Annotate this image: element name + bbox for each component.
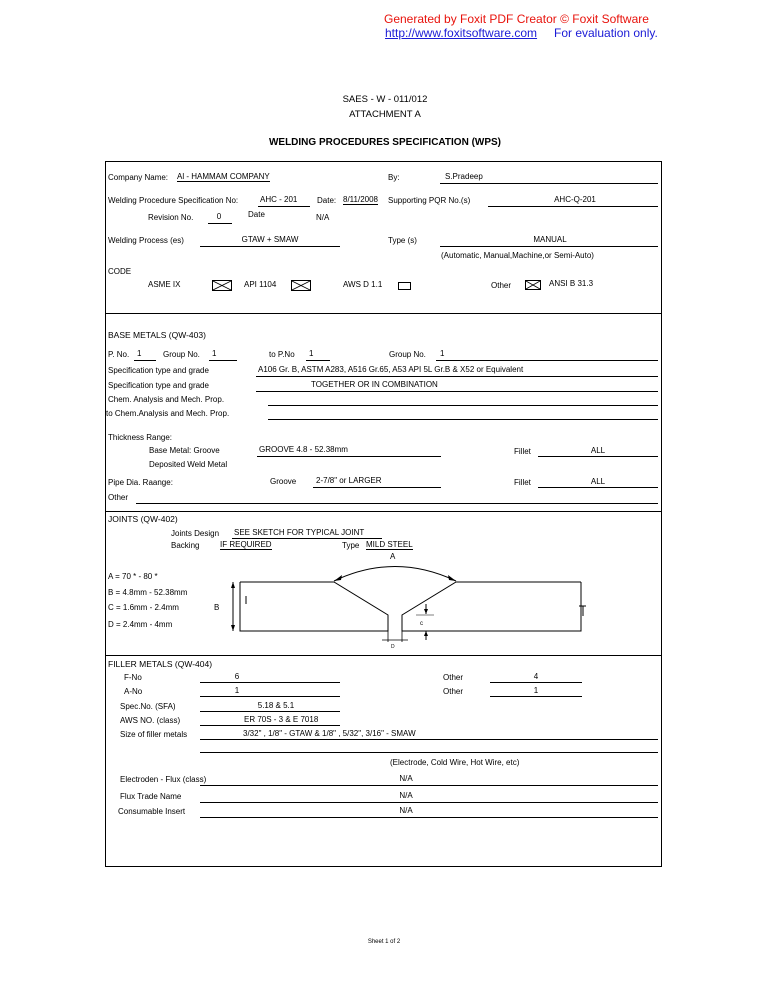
fno-underline: [200, 682, 340, 683]
wps-value: AHC - 201: [260, 195, 298, 204]
process-value: GTAW + SMAW: [241, 235, 299, 244]
joints-title: JOINTS (QW-402): [108, 514, 178, 524]
aws-class-value: ER 70S - 3 & E 7018: [244, 715, 319, 724]
base-metal-underline: [257, 456, 441, 457]
joint-type-label: Type: [342, 541, 360, 550]
spec2-underline: [256, 391, 658, 392]
ano-other-value: 1: [533, 686, 539, 695]
pipe-groove-label: Groove: [270, 477, 297, 486]
electrode-note: (Electrode, Cold Wire, Hot Wire, etc): [390, 758, 520, 767]
revision-value: 0: [216, 212, 222, 221]
fno-other-value: 4: [533, 672, 539, 681]
revision-underline: [208, 223, 232, 224]
asme-label: ASME IX: [148, 280, 181, 289]
to-pno-underline: [306, 360, 330, 361]
watermark-eval: For evaluation only.: [554, 26, 658, 40]
dim-a: A = 70 * - 80 *: [108, 572, 158, 581]
insert-label: Consumable Insert: [118, 807, 186, 816]
insert-value: N/A: [399, 806, 413, 815]
deposited-label: Deposited Weld Metal: [149, 460, 228, 469]
sketch-label-a: A: [390, 552, 396, 561]
thickness-label: Thickness Range:: [108, 433, 173, 442]
spec2-value: TOGETHER OR IN COMBINATION: [311, 380, 438, 389]
divider-filler: [105, 655, 662, 656]
base-metal-label: Base Metal: Groove: [149, 446, 220, 455]
aws-class-underline: [200, 725, 340, 726]
aws-checkbox[interactable]: [398, 282, 411, 290]
sketch-label-c: c: [420, 621, 423, 627]
date-label: Date:: [317, 196, 337, 205]
pqr-underline: [488, 206, 658, 207]
revision-label: Revision No.: [148, 213, 194, 222]
sketch-label-b: B: [214, 603, 220, 612]
company-value: Al - HAMMAM COMPANY: [177, 172, 270, 181]
joint-type-value: MILD STEEL: [366, 540, 413, 549]
by-underline: [440, 183, 658, 184]
backing-value: IF REQUIRED: [220, 540, 272, 549]
divider-base-metals: [105, 313, 662, 314]
flux-trade-underline: [200, 802, 658, 803]
fno-other-underline: [490, 682, 582, 683]
to-pno-label: to P.No: [269, 350, 295, 359]
base-metals-title: BASE METALS (QW-403): [108, 330, 206, 340]
spec2-label: Specification type and grade: [108, 381, 209, 390]
other-base-label: Other: [108, 493, 129, 502]
spec-sfa-value: 5.18 & 5.1: [257, 701, 295, 710]
other-base-underline: [136, 503, 658, 504]
spec1-label: Specification type and grade: [108, 366, 209, 375]
ano-other-label: Other: [443, 687, 464, 696]
by-value: S.Pradeep: [445, 172, 483, 181]
wps-form-frame: [105, 161, 662, 867]
flux-class-underline: [200, 785, 658, 786]
ano-label: A-No: [124, 687, 143, 696]
joint-design-label: Joints Design: [171, 529, 220, 538]
pipe-fillet-underline: [538, 487, 658, 488]
checked-x-icon: [213, 281, 233, 292]
base-metal-value: GROOVE 4.8 - 52.38mm: [259, 445, 348, 454]
watermark-url[interactable]: http://www.foxitsoftware.com: [385, 26, 538, 40]
dim-b: B = 4.8mm - 52.38mm: [108, 588, 188, 597]
page-title: WELDING PROCEDURES SPECIFICATION (WPS): [268, 137, 502, 148]
filler-size-value: 3/32" , 1/8" - GTAW & 1/8" , 5/32", 3/16" - SMAW: [243, 729, 416, 738]
pno-value: 1: [137, 349, 142, 358]
aws-label: AWS D 1.1: [343, 280, 383, 289]
pipe-fillet-value: ALL: [590, 477, 606, 486]
spec1-underline: [256, 376, 658, 377]
pno-underline: [134, 360, 156, 361]
pipe-label: Pipe Dia. Raange:: [108, 478, 173, 487]
chem2-underline: [268, 419, 658, 420]
sketch-label-d: D: [391, 644, 395, 650]
insert-underline: [200, 817, 658, 818]
other-code-value: ANSI B 31.3: [549, 279, 594, 288]
spec1-value: A106 Gr. B, ASTM A283, A516 Gr.65, A53 API 5L Gr.B & X52 or Equivalent: [258, 365, 524, 374]
chem2-label: to Chem.Analysis and Mech. Prop.: [106, 409, 230, 418]
attachment-label: ATTACHMENT A: [349, 109, 421, 120]
flux-trade-value: N/A: [399, 791, 413, 800]
type-label: Type (s): [388, 236, 417, 245]
wps-underline: [258, 206, 310, 207]
filler-extra-underline: [200, 752, 658, 753]
type-value: MANUAL: [533, 235, 567, 244]
to-pno-value: 1: [309, 349, 314, 358]
asme-checkbox[interactable]: [212, 280, 232, 291]
fillet-value: ALL: [590, 446, 606, 455]
pipe-groove-value: 2-7/8" or LARGER: [316, 476, 382, 485]
company-label: Company Name:: [108, 173, 169, 182]
other-code-label: Other: [491, 281, 512, 290]
aws-class-label: AWS NO. (class): [120, 716, 181, 725]
checked-x-icon: [292, 281, 312, 292]
checked-x-icon: [526, 281, 542, 291]
ano-other-underline: [490, 696, 582, 697]
doc-number: SAES - W - 011/012: [342, 94, 428, 105]
watermark-line1: Generated by Foxit PDF Creator © Foxit Software: [384, 12, 649, 26]
filler-size-label: Size of filler metals: [120, 730, 188, 739]
fno-label: F-No: [124, 673, 142, 682]
other-code-checkbox[interactable]: [525, 280, 541, 290]
process-underline: [200, 246, 340, 247]
spec-sfa-underline: [200, 711, 340, 712]
flux-trade-label: Flux Trade Name: [120, 792, 182, 801]
spec-sfa-label: Spec.No. (SFA): [120, 702, 176, 711]
backing-label: Backing: [171, 541, 200, 550]
wps-label: Welding Procedure Specification No:: [108, 196, 239, 205]
group-underline: [209, 360, 237, 361]
chem1-underline: [268, 405, 658, 406]
api-label: API 1104: [244, 280, 277, 289]
fno-other-label: Other: [443, 673, 464, 682]
filler-size-underline: [200, 739, 658, 740]
joint-design-value: SEE SKETCH FOR TYPICAL JOINT: [234, 528, 365, 537]
ano-underline: [200, 696, 340, 697]
api-checkbox[interactable]: [291, 280, 311, 291]
joint-sketch: [226, 548, 596, 656]
date-value: 8/11/2008: [343, 195, 378, 204]
group-value: 1: [212, 349, 217, 358]
pipe-fillet-label: Fillet: [514, 478, 531, 487]
type-underline: [440, 246, 658, 247]
group2-value: 1: [440, 349, 445, 358]
dim-c: C = 1.6mm - 2.4mm: [108, 603, 179, 612]
pqr-value: AHC-Q-201: [554, 195, 596, 204]
sheet-number: Sheet 1 of 2: [367, 939, 401, 945]
code-label: CODE: [108, 267, 132, 276]
dim-d: D = 2.4mm - 4mm: [108, 620, 173, 629]
pipe-groove-underline: [313, 487, 441, 488]
pqr-label: Supporting PQR No.(s): [388, 196, 471, 205]
fno-value: 6: [234, 672, 240, 681]
ano-value: 1: [234, 686, 240, 695]
group-label: Group No.: [163, 350, 200, 359]
flux-class-value: N/A: [399, 774, 413, 783]
revision-date-value: N/A: [316, 213, 330, 222]
chem1-label: Chem. Analysis and Mech. Prop.: [108, 395, 225, 404]
fillet-underline: [538, 456, 658, 457]
group2-underline: [436, 360, 658, 361]
by-label: By:: [388, 173, 400, 182]
divider-joints: [105, 511, 662, 512]
pno-label: P. No.: [108, 350, 130, 359]
process-label: Welding Process (es): [108, 236, 184, 245]
flux-class-label: Electroden - Flux (class): [120, 775, 207, 784]
revision-date-label: Date: [248, 210, 265, 219]
fillet-label: Fillet: [514, 447, 531, 456]
filler-title: FILLER METALS (QW-404): [108, 659, 213, 669]
joint-design-underline: [232, 538, 382, 539]
group2-label: Group No.: [389, 350, 426, 359]
type-note: (Automatic, Manual,Machine,or Semi-Auto): [441, 251, 594, 260]
